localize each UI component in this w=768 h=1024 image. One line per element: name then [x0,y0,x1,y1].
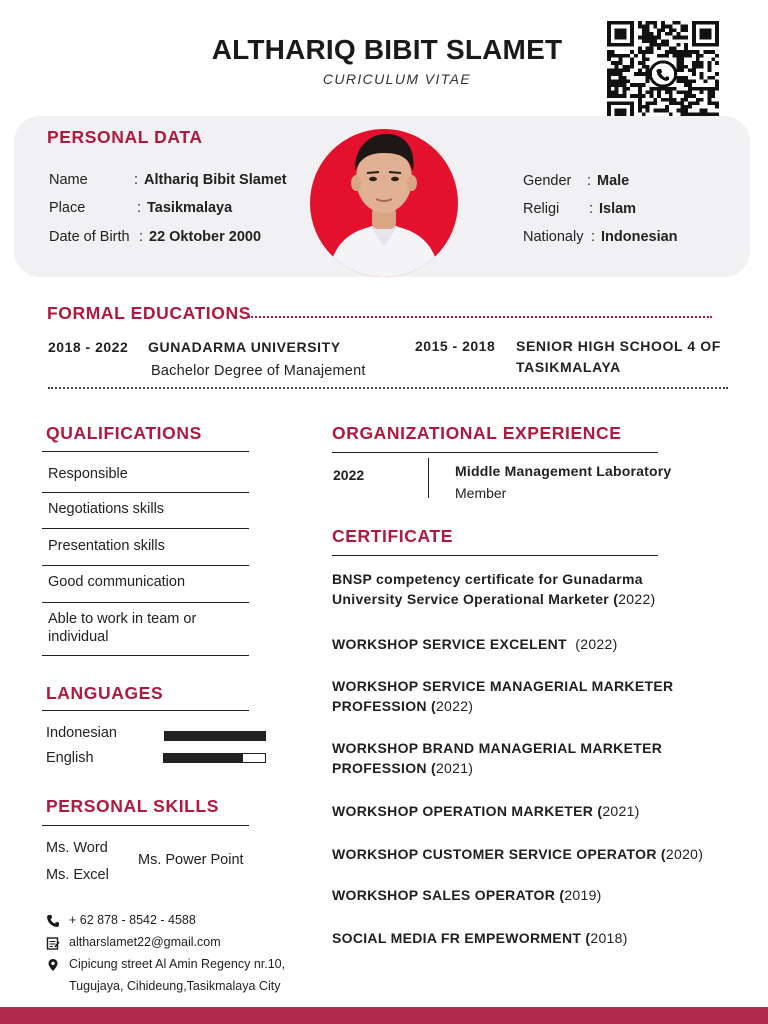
footer-bar [0,1007,768,1024]
organization-role: Member [455,485,507,501]
education-school-2-line1: SENIOR HIGH SCHOOL 4 OF [516,338,721,354]
contact-address-line2: Tugujaya, Cihideung,Tasikmalaya City [69,979,281,993]
organization-year: 2022 [333,467,365,483]
skill-item: Ms. Power Point [138,852,244,868]
certificate-year: 2021) [602,803,640,819]
education-title-dotted-line [248,316,712,318]
contact-address-line1: Cipicung street Al Amin Regency nr.10, [69,957,286,971]
education-years-1: 2018 - 2022 [48,339,129,355]
cv-name: ALTHARIQ BIBIT SLAMET [211,34,563,65]
qualification-item: Negotiations skills [48,501,165,517]
certificate-title: BNSP competency certificate for Gunadarma [332,571,643,587]
pd-nationality-value: Indonesian [601,229,678,245]
pd-dob-label: Date of Birth [49,229,130,245]
certificate-item [332,885,742,905]
section-title-certificate: CERTIFICATE [332,526,453,546]
certificate-title-line2: University Service Operational Marketer ( [332,591,619,607]
pd-gender-value: Male [597,173,630,189]
email-icon [46,936,60,950]
education-school-1: GUNADARMA UNIVERSITY [148,339,341,355]
language-level-fill [165,732,265,740]
qualification-divider [42,528,249,529]
qualification-item: Good communication [48,574,186,590]
pd-place-sep: : [137,200,142,216]
certificate-item [332,801,742,821]
personal-skills-divider [42,825,249,826]
qualification-item: Responsible [48,466,128,482]
section-title-personal-skills: PERSONAL SKILLS [46,796,220,816]
certificate-year: 2022) [435,698,474,714]
certificate-item [332,738,742,778]
pd-dob-value: 22 Oktober 2000 [149,229,262,245]
pd-gender-sep: : [587,173,592,189]
skill-item: Ms. Excel [46,867,109,883]
skill-item: Ms. Word [46,840,108,856]
education-school-2-line2: TASIKMALAYA [516,359,621,375]
organization-separator [428,458,429,498]
qualification-item: Able to work in team or individual [48,611,197,645]
certificate-title-line2: PROFESSION ( [332,760,436,776]
pd-gender-label: Gender [523,173,572,189]
organization-name: Middle Management Laboratory [455,463,672,479]
pd-name-value: Althariq Bibit Slamet [144,172,287,188]
pd-place-label: Place [49,200,86,216]
section-title-organizational: ORGANIZATIONAL EXPERIENCE [332,423,622,443]
certificate-item [332,928,742,948]
certificate-year: 2021) [435,760,474,776]
language-level-bar [163,753,266,763]
section-title-languages: LANGUAGES [46,683,164,703]
qualification-item: Presentation skills [48,538,165,554]
pd-dob-sep: : [139,229,144,245]
certificate-year: 2022) [618,591,656,607]
certificate-title: WORKSHOP SERVICE MANAGERIAL MARKETER [332,678,674,694]
qualification-divider [42,492,249,493]
certificate-title-line2: PROFESSION ( [332,698,436,714]
contact-email: altharslamet22@gmail.com [69,935,221,949]
certificate-item [332,569,742,609]
certificate-year: 2020) [665,846,704,862]
certificate-divider [332,555,658,556]
certificate-title: WORKSHOP CUSTOMER SERVICE OPERATOR ( [332,846,666,862]
qualification-divider [42,602,249,603]
phone-icon [46,914,60,928]
certificate-year: 2019) [564,887,602,903]
qualification-divider [42,655,249,656]
pd-religion-label: Religi [523,201,560,217]
certificate-year: 2018) [590,930,628,946]
section-title-education: FORMAL EDUCATIONS [47,303,251,323]
certificate-title: WORKSHOP BRAND MANAGERIAL MARKETER [332,740,663,756]
pd-nationality-sep: : [591,229,596,245]
organizational-divider [332,452,658,453]
languages-divider [42,710,249,711]
pd-religion-sep: : [589,201,594,217]
certificate-title: WORKSHOP OPERATION MARKETER ( [332,803,603,819]
pd-nationality-label: Nationaly [523,229,584,245]
certificate-item [332,844,742,864]
qualifications-divider [42,451,249,452]
pd-place-value: Tasikmalaya [147,200,233,216]
language-level-bar [164,731,266,741]
pd-name-label: Name [49,172,88,188]
education-bottom-dotted-line [48,387,728,389]
education-detail-1: Bachelor Degree of Manajement [151,363,366,379]
language-name: Indonesian [46,725,117,741]
profile-photo [310,129,458,277]
cv-subtitle: CURICULUM VITAE [322,71,472,87]
certificate-title: SOCIAL MEDIA FR EMPEWORMENT ( [332,930,591,946]
certificate-item [332,676,742,716]
location-pin-icon [46,958,60,972]
pd-religion-value: Islam [599,201,637,217]
education-years-2: 2015 - 2018 [415,338,496,354]
certificate-year: (2022) [571,636,618,652]
section-title-qualifications: QUALIFICATIONS [46,423,202,443]
certificate-title: WORKSHOP SALES OPERATOR ( [332,887,565,903]
certificate-item [332,634,742,654]
qr-code-icon [607,21,719,127]
language-name: English [46,750,94,766]
contact-phone: + 62 878 - 8542 - 4588 [69,913,196,927]
qualification-divider [42,565,249,566]
section-title-personal-data: PERSONAL DATA [47,127,203,147]
pd-name-sep: : [134,172,139,188]
language-level-fill [164,754,243,762]
certificate-title: WORKSHOP SERVICE EXCELENT [332,636,572,652]
